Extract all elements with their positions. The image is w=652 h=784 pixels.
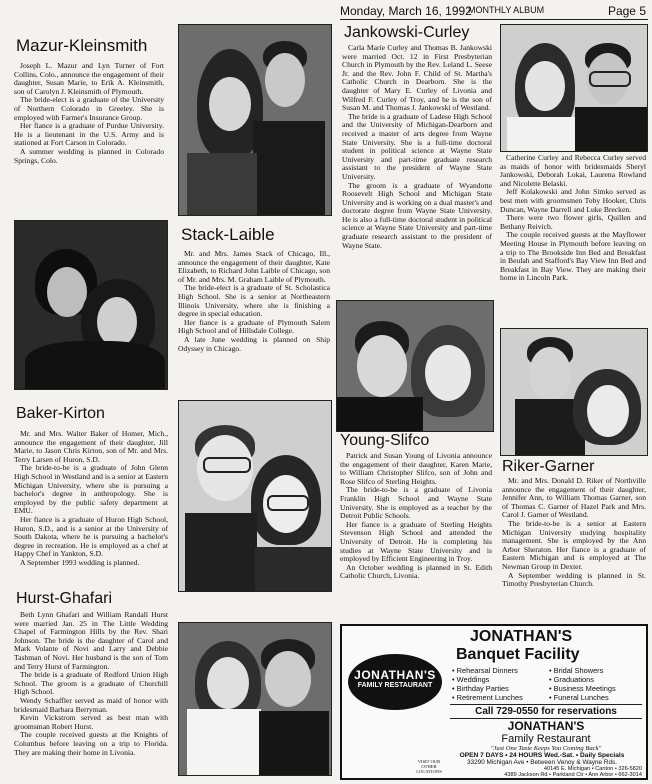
riker-p1: Mr. and Mrs. Donald D. Riker of Northville announce the engagement of their daughter, Jennifer Ann, to William Thomas Garner, son of Thomas C. Garner of Hazel Park and Mrs. Carol J. Garner of Westland. bbox=[502, 476, 646, 520]
mazur-p2: The bride-elect is a graduate of the University of Northern Colorado in Greeley. She is employed with Farmer's Insurance Group. bbox=[14, 95, 164, 122]
service-item: • Retirement Lunches bbox=[452, 693, 523, 702]
ad-title1: JONATHAN'S bbox=[470, 628, 573, 645]
jank-article-cont bbox=[500, 154, 646, 283]
mazur-p3: Her fiance is a graduate of Purdue University. He is a lieutenant in the U.S. Army and is stationed at Fort Carson in Colorado. bbox=[14, 121, 164, 148]
stack-p3: Her fiance is a graduate of Plymouth Salem High School and of Hillsdale College. bbox=[178, 317, 330, 336]
ad-address: 33290 Michigan Ave • Between Venoy & Wayne Rds. bbox=[466, 759, 618, 766]
header-page: Page 5 bbox=[607, 4, 646, 18]
stack-p2: The bride-elect is a graduate of St. Scholastica High School. She is a senior at Northeastern Illinois University, where she is finishing a degree in special education. bbox=[178, 283, 330, 319]
riker-p2: The bride-to-be is a senior at Eastern Michigan University studying hospitality management. She is employed by the Ann Arbor Sheraton. Her fiance is a graduate of Eastern Michigan and is employed at The Newman Group in Dexter. bbox=[502, 518, 646, 571]
header-section: MONTHLY ALBUM bbox=[468, 5, 545, 15]
service-item: • Business Meetings bbox=[549, 684, 616, 693]
baker-title: Baker-Kirton bbox=[16, 405, 105, 422]
ad-rest2: Family Restaurant bbox=[501, 733, 591, 745]
jank-p7: The couple received guests at the Mayflower Meeting House in Plymouth before leaving on a trip to The Brookside Inn Bed and Breakfast in Beulah and Stafford's Bay View Inn Bed and Breakfast in Bay View. They are making their home in Lincoln Park. bbox=[500, 230, 646, 283]
hurst-p5: The couple received guests at the Knights of Columbus before leaving on a trip to Florida. They are making their home in Livonia. bbox=[14, 730, 168, 757]
ad-title2: Banquet Facility bbox=[456, 646, 580, 663]
jank-article bbox=[342, 44, 492, 250]
logo-line1: JONATHAN'S bbox=[354, 668, 436, 682]
jank-title: Jankowski-Curley bbox=[344, 24, 470, 41]
ad-rest1: JONATHAN'S bbox=[507, 719, 585, 733]
stack-p1: Mr. and Mrs. James Stack of Chicago, Ill., announce the engagement of their daughter, Kate Elizabeth, to Richard John Laible of Chicago, son of Mr. and Mrs. M. Graham Laible of Plymouth. bbox=[178, 249, 330, 284]
jank-p4: Catherine Curley and Rebecca Curley served as maids of honor with bridesmaids Sheryl Jankowski, Deborah Lokai, Laurena Rowland and Nicolette Belaski. bbox=[500, 153, 646, 188]
hurst-title: Hurst-Ghafari bbox=[16, 590, 113, 607]
jank-photo bbox=[500, 24, 648, 152]
mazur-title: Mazur-Kleinsmith bbox=[16, 36, 148, 55]
ad-hours: OPEN 7 DAYS • 24 HOURS Wed.-Sat. • Daily Specials bbox=[459, 752, 625, 759]
service-item: • Bridal Showers bbox=[549, 666, 604, 675]
riker-p3: A September wedding is planned in St. Timothy Presbyterian Church. bbox=[502, 570, 646, 589]
service-item: • Rehearsal Dinners bbox=[452, 666, 518, 675]
hurst-p3: Wendy Schaffler served as maid of honor with bridesmaid Barbara Berryman. bbox=[14, 695, 168, 714]
young-article bbox=[340, 452, 492, 581]
young-p1: Patrick and Susan Young of Livonia announce the engagement of their daughter, Karen Marie, to William Christopher Slifco, son of John and Rose Slifco of Sterling Heights. bbox=[340, 451, 492, 486]
baker-article bbox=[14, 430, 168, 568]
young-photo bbox=[336, 300, 494, 432]
riker-article bbox=[502, 477, 646, 589]
jank-p5: Jeff Kolakowski and John Simko served as best men with groomsmen Toby Hooker, Chris Duncan, Wayne Darrell and Luke Brecken. bbox=[500, 187, 646, 214]
baker-p2: The bride-to-be is a graduate of John Glenn High School in Westland and is a senior at Eastern Michigan University, where she is pursuing a bachelor's degree in anthropology. She is employed by the public safety department at EMU. bbox=[14, 463, 168, 516]
young-p2: The bride-to-be is a graduate of Livonia Franklin High School and Wayne State University. She is employed as a teacher by the Detroit Public Schools. bbox=[340, 485, 492, 521]
baker-photo bbox=[178, 400, 332, 592]
jank-p2: The bride is a graduate of Ladese High School and the University of Michigan-Dearborn and received a master of arts degree from Wayne State University. She is a full-time doctoral student in political science at Wayne State University and part-time graduate research assistant to the president of Wayne State University. bbox=[342, 111, 492, 181]
stack-article bbox=[178, 250, 330, 353]
riker-photo bbox=[500, 328, 648, 456]
service-item: • Funeral Lunches bbox=[549, 693, 609, 702]
jonathans-logo bbox=[348, 654, 442, 710]
jank-p6: There were two flower girls, Quillen and Bethany Reivich. bbox=[500, 213, 646, 231]
services-list bbox=[452, 666, 642, 702]
young-title: Young-Slifco bbox=[340, 432, 430, 449]
stack-photo bbox=[178, 24, 332, 216]
hurst-p1: Beth Lynn Ghafari and William Randall Hurst were married Jan. 25 in The Little Wedding Chapel of Farmington Hills by the Rev. Shari Johnson. The bride is the daughter of Carol and Mark Volante of Novi and Larry and Debbie Tashman of Novi. Her husband is the son of Tom and Terry Hurst of Farmington. bbox=[14, 610, 168, 671]
jank-p3: The groom is a graduate of Wyandotte Roosevelt High School and Michigan State University and is working on a dual master's and doctorate degree from Wayne State University. He is also a full-time doctoral student in political science at Wayne State University and part-time graduate research assistant to the president of Wayne State. bbox=[342, 180, 492, 250]
service-item: • Birthday Parties bbox=[452, 684, 509, 693]
hurst-article bbox=[14, 611, 168, 757]
baker-p3: Her fiance is a graduate of Huron High School, Huron, S.D., and is a senior at the University of South Dakota, where he is pursuing a bachelor's degree in recreation. He is employed as a chef at Happy Chef in Yankton, S.D. bbox=[14, 514, 168, 559]
hurst-p4: Kevin Vickstrom served as best man with groomsman Robert Hurst. bbox=[14, 713, 168, 731]
young-p3: Her fiance is a graduate of Sterling Heights Stevenson High School and attended the University of Detroit. He is completing his studies at Wayne State University and is employed by Efficient Engineering in Troy. bbox=[340, 519, 492, 564]
stack-title: Stack-Laible bbox=[181, 225, 275, 244]
ad-visit: VISIT OUR OTHER LOCATIONS bbox=[416, 759, 442, 774]
ad-loc2: 4389 Jackson Rd • Parkland Ctr • Ann Arbor • 662-3014 bbox=[504, 772, 642, 778]
riker-title: Riker-Garner bbox=[502, 458, 595, 475]
ad-call: Call 729-0550 for reservations bbox=[450, 704, 642, 719]
mazur-p1: Joseph L. Mazur and Lyn Turner of Fort Collins, Colo., announce the engagement of their daughter, Susan Marie, to Erik A. Kleinsmith, son of Carolyn J. Kleinsmith of Plymouth. bbox=[14, 61, 164, 96]
logo-line2: FAMILY RESTAURANT bbox=[357, 682, 433, 689]
jonathans-ad bbox=[340, 624, 648, 780]
ad-slogan: "Just One Taste Keeps You Coming Back" bbox=[490, 745, 602, 752]
header-date: Monday, March 16, 1992 bbox=[340, 4, 472, 18]
hurst-p2: The bride is a graduate of Redford Union High School. The groom is a graduate of Churchill High School. bbox=[14, 670, 168, 697]
service-item: • Weddings bbox=[452, 675, 490, 684]
mazur-p4: A summer wedding is planned in Colorado Springs, Colo. bbox=[14, 146, 164, 165]
stack-p4: A late June wedding is planned on Ship Odyssey in Chicago. bbox=[178, 334, 330, 353]
baker-p4: A September 1993 wedding is planned. bbox=[20, 557, 140, 567]
baker-p1: Mr. and Mrs. Walter Baker of Homer, Mich., announce the engagement of their daughter, Jill Marie, to Jason Chris Kirton, son of Mr. and Mrs. Terry Larsen of Huron, S.D. bbox=[14, 429, 168, 464]
mazur-article bbox=[14, 62, 164, 165]
ad-loc1: 40145 E. Michigan • Canton • 326-5820 bbox=[543, 766, 642, 772]
service-item: • Graduations bbox=[549, 675, 594, 684]
hurst-photo bbox=[178, 622, 332, 776]
jank-p1: Carla Marie Curley and Thomas B. Jankowski were married Oct. 12 in First Presbyterian Church in Plymouth by the Rev. Leland L. Seese Jr. and the Rev. John F. Child of St. Martha's Catholic Church in Dearborn. She is the daughter of Mary E. Curley of Livonia and Wilfred F. Curley of Troy, and he is the son of Susan M. and Thomas J. Jankowski of Westland. bbox=[342, 43, 492, 113]
page-header bbox=[340, 3, 648, 20]
mazur-photo bbox=[14, 220, 168, 390]
young-p4: An October wedding is planned in St. Edith Catholic Church, Livonia. bbox=[340, 562, 492, 581]
